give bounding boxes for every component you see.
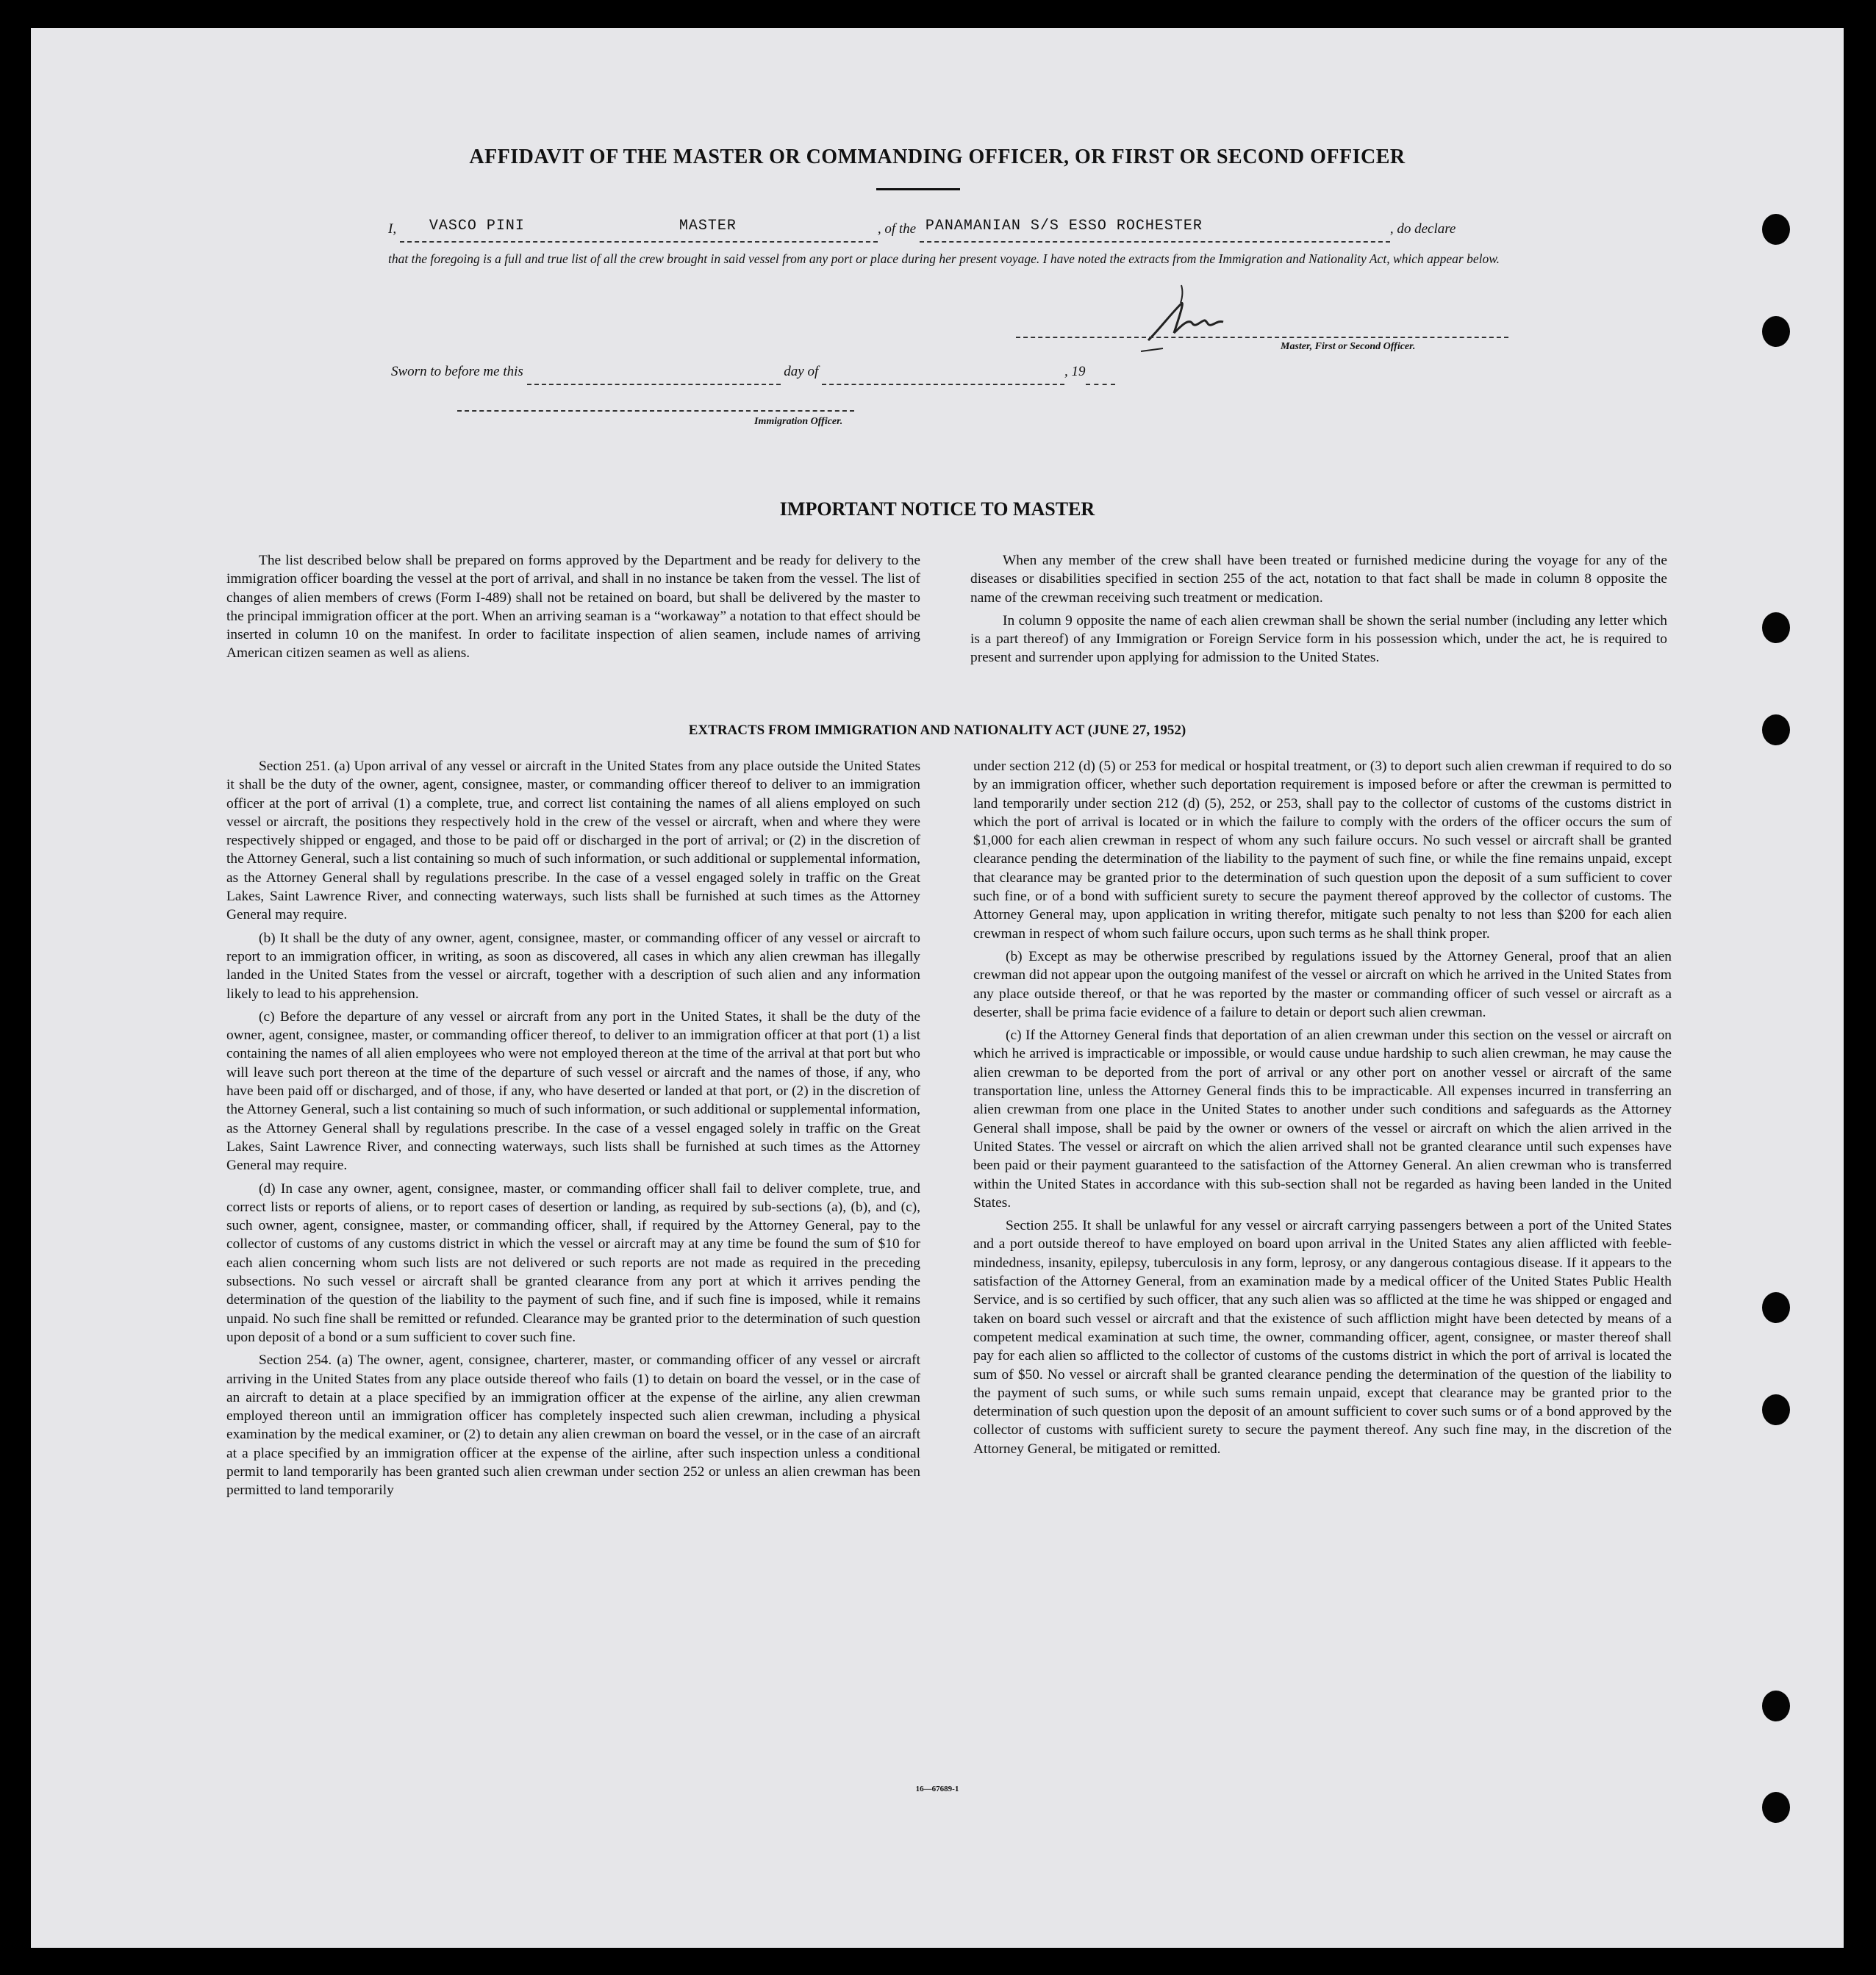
section-paragraph: under section 212 (d) (5) or 253 for medical or hospital treatment, or (3) to deport such alien crewman if required to do so by an immigration officer, whether such deportation requirement is imposed before or after the crewman is permitted to land temporarily under section 212 (d) (5), 252, or 253, shall pay to the collector of customs of the customs district in which the port of arrival is located or in which the failure to comply with the orders of the officer occurs the sum of $1,000 for each alien crewman in respect of whom any such failure occurs. No such vessel or aircraft shall be granted clearance pending the determination of the liability to the payment of such fine, or while the fine remains unpaid, except that clearance may be granted prior to the determination of such question upon the deposit of a sum sufficient to cover such fine, or of a bond with sufficient surety to secure the payment thereof approved by the collector of customs. The Attorney General may, upon application in writing therefor, mitigate such penalty to not less than $200 for each alien crewman in respect of whom such failure occurs, upon such terms as he shall think proper.	[973, 759, 1672, 942]
master-signature-line	[1016, 337, 1508, 338]
declaration-line	[388, 216, 1535, 243]
punch-hole	[1762, 316, 1790, 347]
sworn-label: Sworn to before me this	[391, 364, 523, 379]
punch-hole	[1762, 1394, 1790, 1425]
master-rank: MASTER	[679, 218, 737, 234]
notice-title: IMPORTANT NOTICE TO MASTER	[779, 498, 1095, 520]
extracts-left-column	[226, 757, 920, 1505]
sworn-day-field[interactable]	[527, 365, 781, 385]
master-name: VASCO PINI	[429, 218, 525, 234]
document-page	[31, 28, 1844, 1948]
section-paragraph: (b) Except as may be otherwise prescribed by regulations issued by the Attorney General, proof that an alien crewman did not appear upon the outgoing manifest of the vessel or aircraft on which he arrived in the United States from any place outside thereof, or that he was reported by the master or commanding officer of such vessel or aircraft as a deserter, shall be prima facie evidence of a failure to detain or deport such alien crewman.	[973, 948, 1672, 1020]
punch-hole	[1762, 1691, 1790, 1721]
immigration-officer-signature-line	[457, 410, 854, 412]
vessel-field[interactable]	[920, 218, 1390, 243]
master-name-field[interactable]	[400, 218, 878, 243]
declaration-text: that the foregoing is a full and true list of all the crew brought in said vessel from any port or place during her present voyage. I have noted the extracts from the Immigration and Nationality Act, which appear below.	[388, 251, 1500, 266]
punch-hole	[1762, 1792, 1790, 1823]
section-paragraph: Section 255. It shall be unlawful for any vessel or aircraft carrying passengers between a port of the United States and a port outside thereof to have employed on board upon arrival in the United States any alien afflicted with feeble-mindedness, insanity, epilepsy, tuberculosis in any form, leprosy, or any dangerous contagious disease. If it appears to the satisfaction of the Attorney General, from an examination made by a medical officer of the United States Public Health Service, and is so certified by such officer, that any such alien was so afflicted at the time he was shipped or engaged and taken on board such vessel or aircraft and that the existence of such affliction might have been detected by means of a competent medical examination at such time, the owner, commanding officer, agent, consignee, or master thereof shall pay for each alien so afflicted to the collector of customs of the customs district in which the port of arrival is located the sum of $50. No vessel or aircraft shall be granted clearance pending the determination of the question of the liability to the payment of such sums, or while such sums remain unpaid, except that clearance may be granted prior to the determination of such question upon the deposit of an amount sufficient to cover such sums or of a bond approved by the collector of customs with sufficient surety to secure the payment thereof. Any such fine may, in the discretion of the Attorney General, be mitigated or remitted.	[973, 1218, 1672, 1457]
section-paragraph: Section 251. (a) Upon arrival of any vessel or aircraft in the United States from any place outside the United States it shall be the duty of the owner, agent, consignee, master, or commanding officer thereof to deliver to an immigration officer at the port of arrival (1) a complete, true, and correct list containing the names of all aliens employed on such vessel or aircraft, the positions they respectively hold in the crew of the vessel or aircraft, when and where they were respectively shipped or engaged, and those to be paid off or discharged in the port of arrival; or (2) in the discretion of the Attorney General, such a list containing so much of such information, or such additional or supplemental information, as the Attorney General shall by regulations prescribe. In the case of a vessel engaged solely in traffic on the Great Lakes, Saint Lawrence River, and connecting waterways, such lists shall be furnished at such times as the Attorney General may require.	[226, 759, 920, 923]
sworn-year-field[interactable]	[1086, 365, 1115, 385]
affidavit-title: AFFIDAVIT OF THE MASTER OR COMMANDING OFFICER, OR FIRST OR SECOND OFFICER	[469, 146, 1406, 168]
extracts-title: EXTRACTS FROM IMMIGRATION AND NATIONALITY ACT (JUNE 27, 1952)	[688, 723, 1186, 738]
section-paragraph: (d) In case any owner, agent, consignee, master, or commanding officer shall fail to deliver complete, true, and correct lists or reports of aliens, or to report cases of desertion or landing, as required by sub-sections (a), (b), and (c), such owner, agent, consignee, master, or commanding officer, shall, if required by the Attorney General, pay to the collector of customs of any customs district in which the vessel or aircraft may at any time be found the sum of $10 for each alien concerning whom such lists are not delivered or such reports are not made as required in the preceding subsections. No such vessel or aircraft shall be granted clearance from any port at which it arrives pending the determination of the question of the liability to the payment of such fine, and if such fine is imposed, while it remains unpaid. No such fine shall be remitted or refunded. Clearance may be granted prior to the determination of such question upon deposit of a bond or a sum sufficient to cover such fine.	[226, 1180, 920, 1345]
sworn-line	[391, 359, 1273, 385]
notice-paragraph: The list described below shall be prepared on forms approved by the Department and be ready for delivery to the immigration officer boarding the vessel at the port of arrival, and shall in no instance be taken from the vessel. The list of changes of alien members of crews (Form I-489) shall not be retained on board, but shall be delivered by the master to the principal immigration officer at the port. When an arriving seaman is a “workaway” a notation to that effect should be inserted in column 10 on the manifest. In order to facilitate inspection of alien seamen, include names of arriving American citizen seamen as well as aliens.	[226, 553, 920, 662]
form-number: 16—67689-1	[915, 1785, 959, 1793]
day-of-label: day of	[784, 364, 819, 379]
section-paragraph: Section 254. (a) The owner, agent, consignee, charterer, master, or commanding officer of any vessel or aircraft arriving in the United States from any place outside thereof who fails (1) to detain on board the vessel, or in the case of an aircraft to detain at a place specified by an immigration officer at the expense of the airline, any alien crewman employed thereon until an immigration officer has completely inspected such alien crewman, including a physical examination by the medical examiner, or (2) to detain any alien crewman on board the vessel, or in the case of an aircraft at a place specified by an immigration officer at the expense of the airline, after such inspection unless a conditional permit to land temporarily has been granted such alien crewman under section 252 or unless an alien crewman has been permitted to land temporarily	[226, 1352, 920, 1499]
notice-right-column	[970, 551, 1667, 672]
master-caption: Master, First or Second Officer.	[1281, 341, 1416, 352]
of-the-label: , of the	[877, 221, 917, 237]
extracts-right-column	[973, 757, 1672, 1463]
sworn-month-field[interactable]	[822, 365, 1064, 385]
master-signature	[1119, 278, 1251, 359]
section-paragraph: (c) If the Attorney General finds that deportation of an alien crewman under this section on the vessel or aircraft on which he arrived is impracticable or impossible, or would cause undue hardship to such alien crewman, he may cause the alien crewman to be deported from the port of arrival or any other port on another vessel or aircraft of the same transportation line, unless the Attorney General finds this to be impracticable. All expenses incurred in transferring an alien crewman from one place in the United States to another under such conditions and safeguards as the Attorney General shall impose, shall be paid by the owner or owners of the vessel or aircraft on which the alien arrived in the United States. The vessel or aircraft on which the alien arrived shall not be granted clearance until such expenses have been paid or their payment guaranteed to the satisfaction of the Attorney General. An alien crewman who is transferred within the United States in accordance with this sub-section shall not be regarded as having been landed in the United States.	[973, 1028, 1672, 1211]
notice-paragraph: In column 9 opposite the name of each alien crewman shall be shown the serial number (including any letter which is a part thereof) of any Immigration or Foreign Service form in his possession which, under the act, he is required to present and surrender upon applying for admission to the United States.	[970, 612, 1667, 666]
punch-hole	[1762, 1292, 1790, 1323]
i-label: I,	[388, 221, 397, 237]
vessel-name: PANAMANIAN S/S ESSO ROCHESTER	[925, 218, 1203, 234]
section-paragraph: (b) It shall be the duty of any owner, agent, consignee, master, or commanding officer of any vessel or aircraft to report to an immigration officer, in writing, as soon as discovered, all cases in which any alien crewman has illegally landed in the United States from the vessel or aircraft, together with a description of such alien and any information likely to lead to his apprehension.	[226, 930, 920, 1002]
punch-hole	[1762, 612, 1790, 643]
immigration-officer-caption: Immigration Officer.	[754, 416, 843, 427]
year-label: , 19	[1064, 364, 1086, 379]
notice-paragraph: When any member of the crew shall have been treated or furnished medicine during the voyage for any of the diseases or disabilities specified in section 255 of the act, notation to that fact shall be made in column 8 opposite the name of the crewman receiving such treatment or medication.	[970, 553, 1667, 606]
title-underline	[876, 188, 960, 190]
punch-hole	[1762, 214, 1790, 245]
notice-left-column	[226, 551, 920, 667]
section-paragraph: (c) Before the departure of any vessel or aircraft from any port in the United States, it shall be the duty of the owner, agent, consignee, master, or commanding officer thereof, to deliver to an immigration officer at that port (1) a list containing the names of all alien employees who were not employed thereon at the time of the arrival at that port but who will leave such port thereon at the time of the departure of such vessel or aircraft and the names of those, if any, who have been paid off or discharged, and of those, if any, who have deserted or landed at that port, or (2) in the discretion of the Attorney General, such a list containing so much of such information, or such additional or supplemental information, as the Attorney General shall by regulations prescribe. In the case of a vessel engaged solely in traffic on the Great Lakes, Saint Lawrence River, and connecting waterways, such lists shall be furnished at such times as the Attorney General may require.	[226, 1008, 920, 1174]
do-declare-label: , do declare	[1389, 221, 1456, 237]
